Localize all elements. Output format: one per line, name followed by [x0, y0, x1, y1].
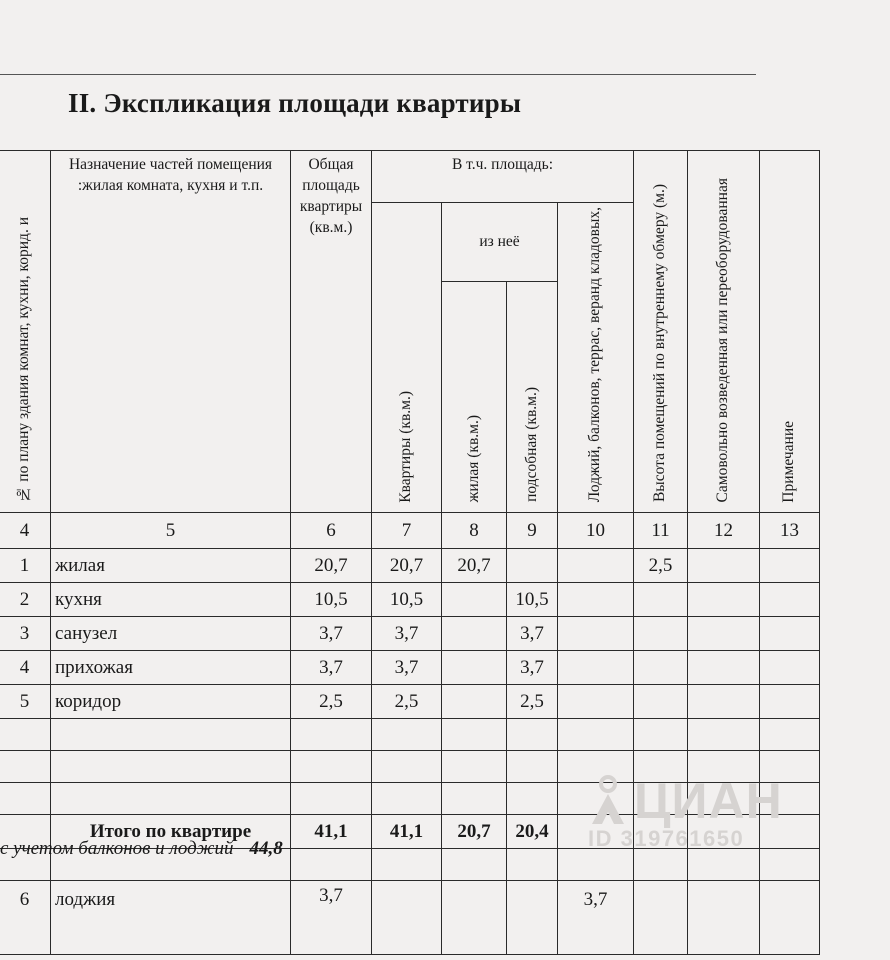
header-col6: Общая площадь квартиры (кв.м.)	[291, 151, 372, 513]
table-row	[0, 651, 820, 685]
room-name: санузел	[51, 617, 291, 651]
room-number: 2	[0, 583, 51, 617]
apartment-area: 20,7	[372, 549, 442, 583]
room-number: 1	[0, 549, 51, 583]
room-name: жилая	[51, 549, 291, 583]
header-subgroup: из неё	[442, 203, 558, 282]
column-number: 4	[0, 513, 51, 549]
footer-text: с учетом балконов и лоджий	[0, 838, 234, 859]
living-area	[442, 651, 507, 685]
room-name: коридор	[51, 685, 291, 719]
total-area: 20,7	[291, 549, 372, 583]
table-row	[0, 549, 820, 583]
loggia-area	[558, 583, 634, 617]
empty-cell	[760, 651, 820, 685]
room-height	[634, 583, 688, 617]
room-number: 5	[0, 685, 51, 719]
column-number: 13	[760, 513, 820, 549]
room-height	[634, 617, 688, 651]
column-number: 7	[372, 513, 442, 549]
room-name: лоджия	[51, 881, 291, 955]
summary-apartment-area: 41,1	[372, 815, 442, 849]
total-area: 3,7	[291, 651, 372, 685]
header-col10: Лоджий, балконов, террас, веранд кладовых,	[558, 203, 634, 513]
loggia-row	[0, 881, 820, 955]
empty-cell	[688, 549, 760, 583]
summary-total-area: 41,1	[291, 815, 372, 849]
apartment-area: 2,5	[372, 685, 442, 719]
empty-cell	[760, 549, 820, 583]
header-col13: Примечание	[760, 151, 820, 513]
column-number: 10	[558, 513, 634, 549]
empty-cell	[688, 651, 760, 685]
loggia-area	[558, 617, 634, 651]
column-number: 5	[51, 513, 291, 549]
summary-label: Итого по квартире	[51, 815, 291, 849]
document-title: II. Экспликация площади квартиры	[68, 88, 522, 118]
living-area: 20,7	[442, 549, 507, 583]
total-area: 3,7	[291, 617, 372, 651]
watermark-brand: ЦИАН	[634, 773, 783, 829]
auxiliary-area	[507, 549, 558, 583]
summary-living-area: 20,7	[442, 815, 507, 849]
empty-cell	[688, 617, 760, 651]
cian-logo-icon	[588, 774, 628, 828]
header-col12: Самовольно возведенная или переоборудованная	[688, 151, 760, 513]
summary-auxiliary-area: 20,4	[507, 815, 558, 849]
auxiliary-area: 2,5	[507, 685, 558, 719]
footer-value: 44,8	[249, 838, 283, 859]
header-col4: № по плану здания комнат, кухни, корид. и	[0, 151, 51, 513]
empty-cell	[760, 617, 820, 651]
living-area	[442, 685, 507, 719]
living-area	[442, 617, 507, 651]
watermark-id: ID 319761650	[588, 826, 745, 851]
room-name: прихожая	[51, 651, 291, 685]
header-group: В т.ч. площадь:	[372, 151, 634, 203]
room-number: 6	[0, 881, 51, 955]
header-col8: жилая (кв.м.)	[442, 281, 507, 513]
auxiliary-area: 3,7	[507, 651, 558, 685]
empty-cell	[760, 685, 820, 719]
room-height	[634, 651, 688, 685]
apartment-area: 3,7	[372, 617, 442, 651]
header-col7: Квартиры (кв.м.)	[372, 203, 442, 513]
room-height	[634, 685, 688, 719]
room-number: 3	[0, 617, 51, 651]
loggia-area	[558, 549, 634, 583]
column-number: 9	[507, 513, 558, 549]
apartment-area: 10,5	[372, 583, 442, 617]
living-area	[442, 583, 507, 617]
total-area: 3,7	[291, 881, 372, 955]
empty-row	[0, 719, 820, 751]
total-area: 10,5	[291, 583, 372, 617]
table-row	[0, 583, 820, 617]
apartment-area: 3,7	[372, 651, 442, 685]
column-number: 6	[291, 513, 372, 549]
empty-cell	[688, 685, 760, 719]
loggia-area	[558, 685, 634, 719]
auxiliary-area: 3,7	[507, 617, 558, 651]
total-area: 2,5	[291, 685, 372, 719]
table-row	[0, 617, 820, 651]
column-number: 11	[634, 513, 688, 549]
watermark	[588, 772, 783, 852]
loggia-area: 3,7	[558, 881, 634, 955]
auxiliary-area: 10,5	[507, 583, 558, 617]
loggia-area	[558, 651, 634, 685]
room-name: кухня	[51, 583, 291, 617]
footer-total	[0, 838, 283, 860]
empty-cell	[688, 583, 760, 617]
column-number: 8	[442, 513, 507, 549]
table-row	[0, 685, 820, 719]
top-rule	[0, 74, 756, 75]
header-col11: Высота помещений по внутреннему обмеру (м.)	[634, 151, 688, 513]
room-height: 2,5	[634, 549, 688, 583]
room-number: 4	[0, 651, 51, 685]
header-col9: подсобная (кв.м.)	[507, 281, 558, 513]
column-numbers-row	[0, 513, 820, 549]
column-number: 12	[688, 513, 760, 549]
empty-cell	[760, 583, 820, 617]
header-col5: Назначение частей помещения :жилая комната, кухня и т.п.	[51, 151, 291, 513]
